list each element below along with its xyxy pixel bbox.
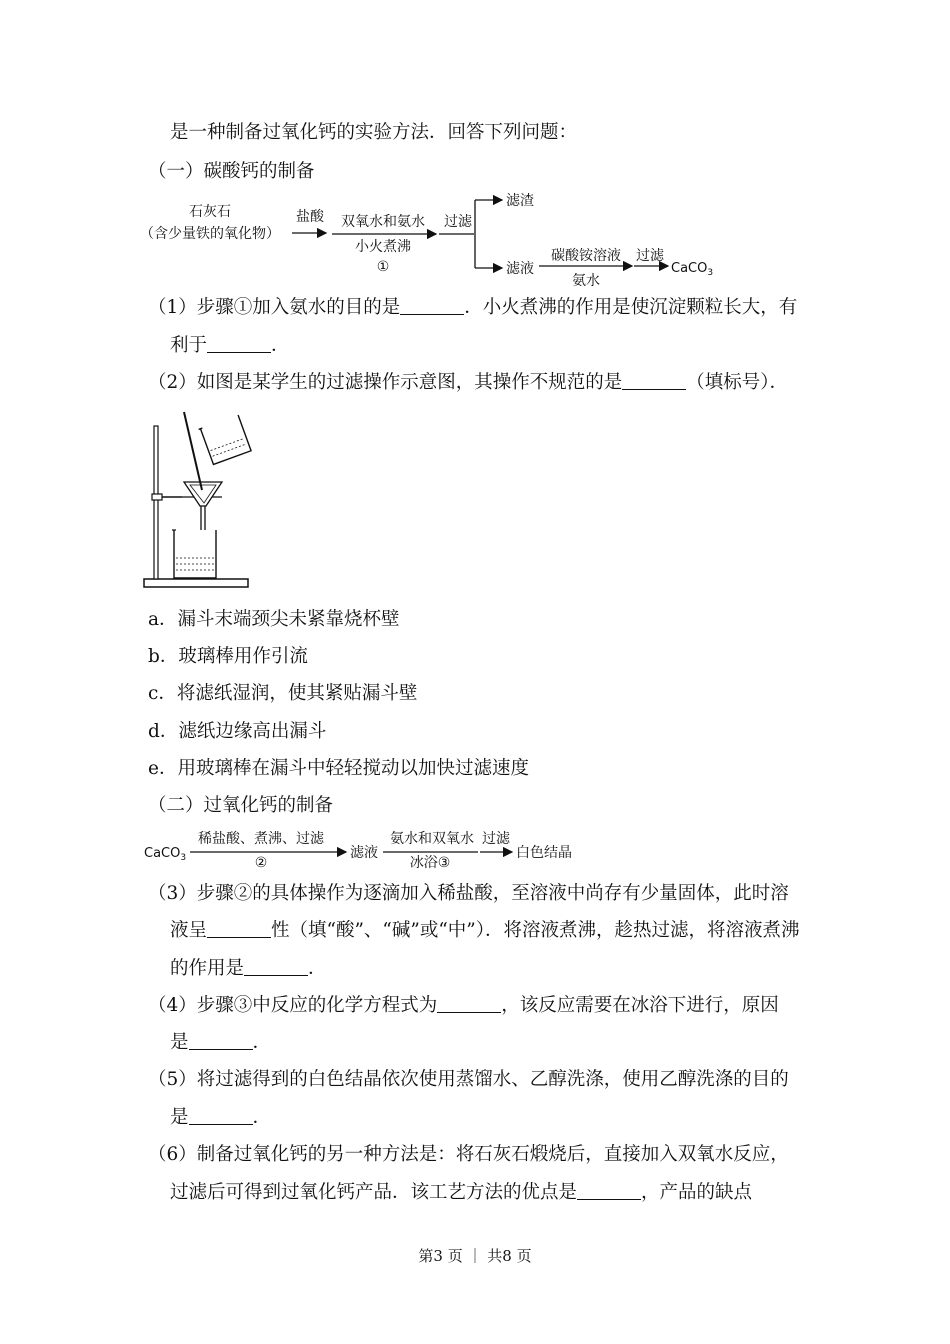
flow2-filtrate: 滤液 [350, 845, 378, 861]
flow1-step4-bottom: 氨水 [572, 273, 600, 289]
option-a: a．漏斗末端颈尖未紧靠烧杯壁 [148, 609, 400, 630]
flow2-product: 白色结晶 [516, 845, 572, 861]
answer-blank[interactable] [577, 1181, 641, 1200]
answer-blank[interactable] [189, 1106, 253, 1125]
section2-title: （二）过氧化钙的制备 [148, 795, 334, 816]
q3-line3: 的作用是 ． [170, 958, 327, 979]
flow1-filtrate: 滤液 [506, 261, 534, 277]
q2-line1: （2）如图是某学生的过滤操作示意图，其操作不规范的是 （填标号）． [148, 372, 789, 393]
flow2-start: CaCO$_3$ [144, 846, 187, 863]
option-c: c．将滤纸湿润，使其紧贴漏斗壁 [148, 683, 418, 704]
carbonate-flow-diagram [140, 188, 740, 290]
q5-line2: 是 ． [170, 1107, 272, 1128]
flow1-step5-label: 过滤 [636, 248, 664, 264]
flow1-step2-mark: ① [376, 259, 390, 275]
section1-title: （一）碳酸钙的制备 [148, 161, 315, 182]
answer-blank[interactable] [622, 371, 686, 390]
flow2-step1-mark: ② [254, 855, 268, 871]
q3-line1: （3）步骤②的具体操作为逐滴加入稀盐酸，至溶液中尚存有少量固体，此时溶 [148, 883, 789, 904]
q4-line2: 是 ． [170, 1032, 272, 1053]
q6-line1: （6）制备过氧化钙的另一种方法是：将石灰石煅烧后，直接加入双氧水反应， [148, 1144, 789, 1165]
peroxide-flow-diagram [140, 822, 600, 872]
flow1-start-line1: 石灰石 [189, 204, 231, 220]
q4-line1: （4）步骤③中反应的化学方程式为 ，该反应需要在冰浴下进行，原因 [148, 995, 779, 1016]
flow1-product: CaCO$_3$ [671, 261, 714, 278]
q6-line2: 过滤后可得到过氧化钙产品．该工艺方法的优点是 ，产品的缺点 [170, 1182, 753, 1203]
intro-text: 是一种制备过氧化钙的实验方法．回答下列问题： [170, 122, 578, 143]
q1-line2: 利于 ． [170, 335, 290, 356]
flow1-residue: 滤渣 [506, 193, 534, 209]
flow1-step2-top: 双氧水和氨水 [341, 214, 425, 230]
answer-blank[interactable] [207, 919, 271, 938]
q5-line1: （5）将过滤得到的白色结晶依次使用蒸馏水、乙醇洗涤，使用乙醇洗涤的目的 [148, 1069, 789, 1090]
flow2-step2-top: 氨水和双氧水 [390, 831, 474, 847]
flow1-start-line2: （含少量铁的氧化物） [140, 226, 280, 242]
flow1-step3-label: 过滤 [444, 214, 472, 230]
flow2-step2-bottom: 冰浴③ [409, 855, 451, 871]
q1-line1: （1）步骤①加入氨水的目的是 ．小火煮沸的作用是使沉淀颗粒长大，有 [148, 297, 798, 318]
flow1-step2-bottom: 小火煮沸 [355, 239, 411, 255]
flow2-step1-label: 稀盐酸、煮沸、过滤 [198, 831, 324, 847]
option-e: e．用玻璃棒在漏斗中轻轻搅动以加快过滤速度 [148, 758, 529, 779]
filtration-apparatus-figure [140, 408, 260, 593]
option-b: b．玻璃棒用作引流 [148, 646, 308, 667]
answer-blank[interactable] [400, 296, 464, 315]
flow2-step3-label: 过滤 [482, 831, 510, 847]
option-d: d．滤纸边缘高出漏斗 [148, 721, 327, 742]
answer-blank[interactable] [244, 957, 308, 976]
flow1-step4-top: 碳酸铵溶液 [551, 248, 621, 264]
answer-blank[interactable] [207, 334, 271, 353]
q3-line2: 液呈 性（填“酸”、“碱”或“中”）．将溶液煮沸，趁热过滤，将溶液煮沸 [170, 920, 800, 941]
flow1-step1-label: 盐酸 [296, 209, 324, 225]
answer-blank[interactable] [189, 1031, 253, 1050]
answer-blank[interactable] [437, 994, 501, 1013]
page-footer: 第3 页 ｜ 共8 页 [418, 1247, 532, 1265]
